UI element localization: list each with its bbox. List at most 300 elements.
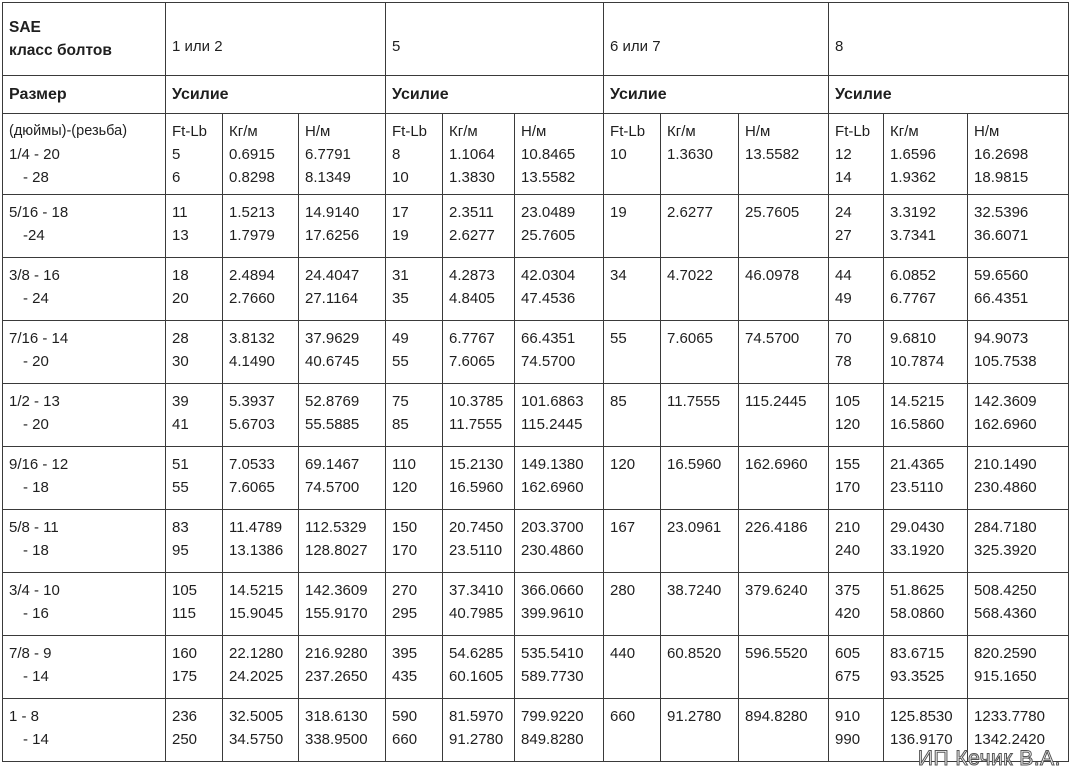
torque-value: 60.8520 (667, 645, 722, 662)
g8-kgm-cell (884, 384, 968, 447)
thread-size: - 24 (23, 290, 49, 307)
grade-header-row (3, 3, 1069, 76)
g5-ftlb-cell (386, 447, 443, 510)
g5-ftlb-cell (386, 195, 443, 258)
torque-value: 660 (392, 731, 418, 748)
g67-kgm-cell (661, 510, 739, 573)
torque-value: 115.2445 (745, 393, 807, 410)
torque-value: 31 (392, 267, 409, 284)
torque-value: 20.7450 (449, 519, 504, 536)
g5-ftlb-cell (386, 636, 443, 699)
g12-ftlb-cell (166, 321, 223, 384)
g5-kgm-cell (443, 447, 515, 510)
thread-size: - 28 (23, 169, 49, 186)
torque-value: 375 (835, 582, 861, 599)
g67-nm-cell (739, 258, 829, 321)
bolt-class-label: класс болтов (9, 42, 112, 59)
thread-size: - 16 (23, 605, 49, 622)
g12-nm-cell (299, 321, 386, 384)
thread-size: -24 (23, 227, 45, 244)
torque-value: 85 (610, 393, 627, 410)
torque-value: 13 (172, 227, 189, 244)
torque-value: 46.0978 (745, 267, 800, 284)
g5-nm-cell (515, 258, 604, 321)
torque-value: 605 (835, 645, 861, 662)
torque-value: 170 (392, 542, 418, 559)
torque-value: 78 (835, 353, 852, 370)
torque-value: 74.5700 (305, 479, 360, 496)
g12-nm-cell (299, 510, 386, 573)
g67-kgm-cell (661, 636, 739, 699)
unit-header-ftlb: Ft-Lb (610, 123, 646, 140)
g8-nm-cell (968, 573, 1069, 636)
torque-value: 7.6065 (229, 479, 275, 496)
g12-kgm-cell (223, 195, 299, 258)
g12-kgm-cell (223, 321, 299, 384)
torque-value: 210 (835, 519, 861, 536)
torque-value: 14.5215 (229, 582, 284, 599)
torque-value: 110 (392, 456, 416, 473)
thread-size: 9/16 - 12 (9, 456, 69, 473)
torque-value: 36.6071 (974, 227, 1029, 244)
torque-value: 155.9170 (305, 605, 368, 622)
torque-value: 6.0852 (890, 267, 936, 284)
g8-ftlb-cell (829, 447, 884, 510)
torque-value: 69.1467 (305, 456, 360, 473)
torque-value: 210.1490 (974, 456, 1037, 473)
torque-value: 5.6703 (229, 416, 275, 433)
g8-kgm-cell (884, 447, 968, 510)
thread-size: - 14 (23, 668, 49, 685)
g5-ftlb-cell (386, 384, 443, 447)
torque-value: 30 (172, 353, 189, 370)
torque-value: 17 (392, 204, 409, 221)
torque-value: 7.6065 (667, 330, 713, 347)
torque-value: 32.5396 (974, 204, 1029, 221)
g12-nm-cell (299, 447, 386, 510)
g8-nm-cell (968, 447, 1069, 510)
torque-value: 318.6130 (305, 708, 368, 725)
torque-value: 162.6960 (974, 416, 1037, 433)
g12-nm-cell (299, 195, 386, 258)
torque-value: 18.9815 (974, 169, 1029, 186)
g12-ftlb-cell (166, 636, 223, 699)
g8-nm-cell (968, 114, 1069, 195)
torque-value: 395 (392, 645, 418, 662)
g5-kgm-cell (443, 573, 515, 636)
g12-ftlb-cell (166, 384, 223, 447)
g8-ftlb-cell (829, 258, 884, 321)
torque-value: 508.4250 (974, 582, 1037, 599)
torque-value: 10 (610, 146, 627, 163)
torque-value: 910 (835, 708, 861, 725)
torque-value: 10.3785 (449, 393, 504, 410)
thread-size: 5/16 - 18 (9, 204, 69, 221)
torque-value: 120 (610, 456, 636, 473)
units-label: (дюймы)-(резьба) (9, 123, 128, 139)
g12-nm-cell (299, 699, 386, 762)
force-label: Усилие (604, 76, 829, 114)
table-row (3, 384, 1069, 447)
g8-ftlb-cell (829, 636, 884, 699)
g8-ftlb-cell (829, 195, 884, 258)
size-cell (3, 258, 166, 321)
torque-value: 894.8280 (745, 708, 808, 725)
thread-size: 7/16 - 14 (9, 330, 69, 347)
thread-size: 5/8 - 11 (9, 519, 59, 536)
g12-ftlb-cell (166, 573, 223, 636)
torque-value: 39 (172, 393, 189, 410)
torque-value: 6.7791 (305, 146, 351, 163)
torque-value: 70 (835, 330, 852, 347)
torque-value: 6.7767 (890, 290, 936, 307)
torque-value: 25.7605 (745, 204, 800, 221)
torque-value: 250 (172, 731, 198, 748)
torque-value: 93.3525 (890, 668, 945, 685)
torque-value: 230.4860 (974, 479, 1037, 496)
torque-value: 101.6863 (521, 393, 584, 410)
torque-value: 85 (392, 416, 409, 433)
g5-kgm-cell (443, 699, 515, 762)
g5-ftlb-cell (386, 258, 443, 321)
size-cell (3, 321, 166, 384)
torque-value: 8 (392, 146, 401, 163)
thread-size: 3/4 - 10 (9, 582, 60, 599)
g67-kgm-cell (661, 258, 739, 321)
table-row (3, 573, 1069, 636)
thread-size: 3/8 - 16 (9, 267, 60, 284)
g8-ftlb-cell (829, 573, 884, 636)
g8-kgm-cell (884, 321, 968, 384)
unit-header-nm: Н/м (305, 123, 331, 140)
torque-value: 0.6915 (229, 146, 275, 163)
torque-value: 94.9073 (974, 330, 1029, 347)
torque-value: 51.8625 (890, 582, 945, 599)
thread-size: - 20 (23, 416, 49, 433)
unit-header-nm: Н/м (974, 123, 1000, 140)
g5-ftlb-cell (386, 510, 443, 573)
unit-header-kgm: Кг/м (667, 123, 696, 140)
torque-value: 32.5005 (229, 708, 284, 725)
torque-value: 16.5860 (890, 416, 945, 433)
torque-value: 535.5410 (521, 645, 584, 662)
torque-value: 55 (172, 479, 189, 496)
g5-nm-cell (515, 195, 604, 258)
torque-value: 41 (172, 416, 189, 433)
torque-value: 1.3830 (449, 169, 495, 186)
unit-header-ftlb: Ft-Lb (392, 123, 428, 140)
g8-nm-cell (968, 384, 1069, 447)
g67-ftlb-cell (604, 384, 661, 447)
thread-size: - 18 (23, 479, 49, 496)
torque-value: 33.1920 (890, 542, 945, 559)
g8-nm-cell (968, 510, 1069, 573)
torque-value: 58.0860 (890, 605, 945, 622)
torque-value: 0.8298 (229, 169, 275, 186)
torque-value: 49 (835, 290, 852, 307)
torque-value: 7.0533 (229, 456, 275, 473)
torque-value: 280 (610, 582, 636, 599)
g8-ftlb-cell (829, 699, 884, 762)
table-row (3, 258, 1069, 321)
torque-value: 2.6277 (667, 204, 713, 221)
torque-value: 11.7555 (449, 416, 503, 433)
torque-value: 83.6715 (890, 645, 945, 662)
sae-label: SAE (9, 19, 41, 36)
g5-nm-cell (515, 321, 604, 384)
table-row (3, 114, 1069, 195)
g5-nm-cell (515, 699, 604, 762)
grade-5: 5 (386, 3, 604, 76)
table-row (3, 636, 1069, 699)
torque-value: 399.9610 (521, 605, 584, 622)
torque-value: 7.6065 (449, 353, 495, 370)
g8-nm-cell (968, 195, 1069, 258)
unit-header-nm: Н/м (745, 123, 771, 140)
g5-kgm-cell (443, 195, 515, 258)
sae-class-cell (3, 3, 166, 76)
g5-nm-cell (515, 510, 604, 573)
g67-nm-cell (739, 510, 829, 573)
g8-kgm-cell (884, 258, 968, 321)
torque-value: 11.4789 (229, 519, 283, 536)
torque-value: 1.5213 (229, 204, 275, 221)
g12-ftlb-cell (166, 258, 223, 321)
torque-value: 27 (835, 227, 852, 244)
torque-value: 11 (172, 204, 188, 221)
g67-nm-cell (739, 699, 829, 762)
size-label: Размер (3, 76, 166, 114)
torque-value: 230.4860 (521, 542, 584, 559)
torque-value: 120 (835, 416, 861, 433)
g67-kgm-cell (661, 447, 739, 510)
g8-kgm-cell (884, 114, 968, 195)
size-cell (3, 195, 166, 258)
torque-value: 175 (172, 668, 198, 685)
torque-value: 1342.2420 (974, 731, 1045, 748)
torque-value: 23.5110 (890, 479, 944, 496)
torque-value: 2.3511 (449, 204, 494, 221)
g67-ftlb-cell (604, 321, 661, 384)
table-row (3, 321, 1069, 384)
torque-value: 54.6285 (449, 645, 504, 662)
torque-value: 105 (835, 393, 861, 410)
size-cell (3, 447, 166, 510)
torque-value: 83 (172, 519, 189, 536)
g12-nm-cell (299, 573, 386, 636)
g67-nm-cell (739, 195, 829, 258)
torque-value: 115.2445 (521, 416, 583, 433)
torque-value: 16.2698 (974, 146, 1029, 163)
g67-ftlb-cell (604, 114, 661, 195)
torque-value: 1233.7780 (974, 708, 1045, 725)
torque-value: 170 (835, 479, 861, 496)
torque-value: 37.9629 (305, 330, 360, 347)
g67-nm-cell (739, 114, 829, 195)
torque-value: 23.0961 (667, 519, 722, 536)
torque-value: 66.4351 (974, 290, 1029, 307)
torque-value: 4.2873 (449, 267, 495, 284)
torque-value: 25.7605 (521, 227, 576, 244)
g5-kgm-cell (443, 258, 515, 321)
force-label: Усилие (829, 76, 1069, 114)
torque-value: 162.6960 (521, 479, 584, 496)
g67-kgm-cell (661, 195, 739, 258)
torque-value: 160 (172, 645, 198, 662)
g12-kgm-cell (223, 258, 299, 321)
torque-value: 10.8465 (521, 146, 576, 163)
torque-value: 17.6256 (305, 227, 360, 244)
g12-kgm-cell (223, 510, 299, 573)
torque-value: 589.7730 (521, 668, 584, 685)
g5-kgm-cell (443, 384, 515, 447)
torque-value: 237.2650 (305, 668, 368, 685)
torque-value: 59.6560 (974, 267, 1029, 284)
torque-value: 91.2780 (449, 731, 504, 748)
g12-nm-cell (299, 114, 386, 195)
g67-ftlb-cell (604, 636, 661, 699)
table-row (3, 447, 1069, 510)
torque-value: 4.8405 (449, 290, 495, 307)
g5-kgm-cell (443, 321, 515, 384)
g5-kgm-cell (443, 636, 515, 699)
torque-value: 366.0660 (521, 582, 584, 599)
torque-value: 9.6810 (890, 330, 936, 347)
g5-ftlb-cell (386, 321, 443, 384)
torque-value: 47.4536 (521, 290, 576, 307)
torque-value: 51 (172, 456, 189, 473)
thread-size: 1 - 8 (9, 708, 40, 725)
force-header-row (3, 76, 1069, 114)
torque-value: 49 (392, 330, 409, 347)
torque-value: 2.6277 (449, 227, 495, 244)
grade-8: 8 (829, 3, 1069, 76)
g12-kgm-cell (223, 447, 299, 510)
g67-ftlb-cell (604, 195, 661, 258)
torque-value: 3.8132 (229, 330, 275, 347)
g67-ftlb-cell (604, 573, 661, 636)
torque-value: 52.8769 (305, 393, 360, 410)
g12-nm-cell (299, 384, 386, 447)
size-cell (3, 636, 166, 699)
torque-value: 105 (172, 582, 198, 599)
torque-value: 338.9500 (305, 731, 368, 748)
torque-value: 55.5885 (305, 416, 360, 433)
torque-value: 155 (835, 456, 861, 473)
torque-value: 590 (392, 708, 418, 725)
torque-value: 325.3920 (974, 542, 1037, 559)
size-cell (3, 384, 166, 447)
g5-ftlb-cell (386, 699, 443, 762)
thread-size: 1/4 - 20 (9, 146, 60, 163)
grade-1-2: 1 или 2 (166, 3, 386, 76)
g67-ftlb-cell (604, 699, 661, 762)
torque-value: 142.3609 (305, 582, 368, 599)
g12-kgm-cell (223, 114, 299, 195)
torque-value: 24 (835, 204, 852, 221)
torque-value: 3.3192 (890, 204, 936, 221)
torque-value: 37.3410 (449, 582, 504, 599)
g12-kgm-cell (223, 384, 299, 447)
torque-value: 128.8027 (305, 542, 368, 559)
g12-ftlb-cell (166, 447, 223, 510)
torque-value: 596.5520 (745, 645, 808, 662)
torque-value: 2.4894 (229, 267, 275, 284)
torque-value: 23.5110 (449, 542, 503, 559)
torque-value: 236 (172, 708, 198, 725)
g67-kgm-cell (661, 114, 739, 195)
torque-value: 142.3609 (974, 393, 1037, 410)
g5-nm-cell (515, 447, 604, 510)
size-cell (3, 114, 166, 195)
g8-nm-cell (968, 636, 1069, 699)
size-cell (3, 699, 166, 762)
torque-value: 28 (172, 330, 189, 347)
g5-kgm-cell (443, 510, 515, 573)
torque-value: 6 (172, 169, 181, 186)
g12-ftlb-cell (166, 510, 223, 573)
torque-value: 44 (835, 267, 852, 284)
torque-value: 240 (835, 542, 861, 559)
torque-value: 4.7022 (667, 267, 713, 284)
torque-value: 295 (392, 605, 418, 622)
g5-nm-cell (515, 114, 604, 195)
torque-value: 13.5582 (521, 169, 576, 186)
torque-value: 18 (172, 267, 189, 284)
g5-nm-cell (515, 384, 604, 447)
unit-header-ftlb: Ft-Lb (835, 123, 871, 140)
torque-value: 14.5215 (890, 393, 945, 410)
torque-value: 6.7767 (449, 330, 495, 347)
torque-value: 15.2130 (449, 456, 504, 473)
g67-ftlb-cell (604, 258, 661, 321)
torque-value: 226.4186 (745, 519, 808, 536)
g5-kgm-cell (443, 114, 515, 195)
torque-value: 21.4365 (890, 456, 945, 473)
torque-value: 675 (835, 668, 861, 685)
force-label: Усилие (166, 76, 386, 114)
torque-value: 13.5582 (745, 146, 800, 163)
torque-value: 19 (610, 204, 627, 221)
torque-value: 38.7240 (667, 582, 722, 599)
g12-ftlb-cell (166, 699, 223, 762)
table-row (3, 699, 1069, 762)
torque-value: 74.5700 (521, 353, 576, 370)
torque-value: 42.0304 (521, 267, 576, 284)
torque-value: 27.1164 (305, 290, 359, 307)
table-row (3, 195, 1069, 258)
torque-value: 162.6960 (745, 456, 808, 473)
g67-nm-cell (739, 636, 829, 699)
torque-value: 34.5750 (229, 731, 284, 748)
torque-value: 22.1280 (229, 645, 284, 662)
torque-value: 1.3630 (667, 146, 713, 163)
torque-value: 105.7538 (974, 353, 1037, 370)
torque-value: 34 (610, 267, 627, 284)
torque-value: 40.6745 (305, 353, 360, 370)
g12-ftlb-cell (166, 114, 223, 195)
torque-value: 19 (392, 227, 409, 244)
g12-nm-cell (299, 258, 386, 321)
torque-value: 75 (392, 393, 409, 410)
watermark: ИП Кечик В.А. (917, 747, 1061, 770)
g8-nm-cell (968, 321, 1069, 384)
torque-value: 115 (172, 605, 196, 622)
torque-value: 13.1386 (229, 542, 284, 559)
torque-value: 10 (392, 169, 409, 186)
g67-kgm-cell (661, 321, 739, 384)
torque-value: 15.9045 (229, 605, 284, 622)
